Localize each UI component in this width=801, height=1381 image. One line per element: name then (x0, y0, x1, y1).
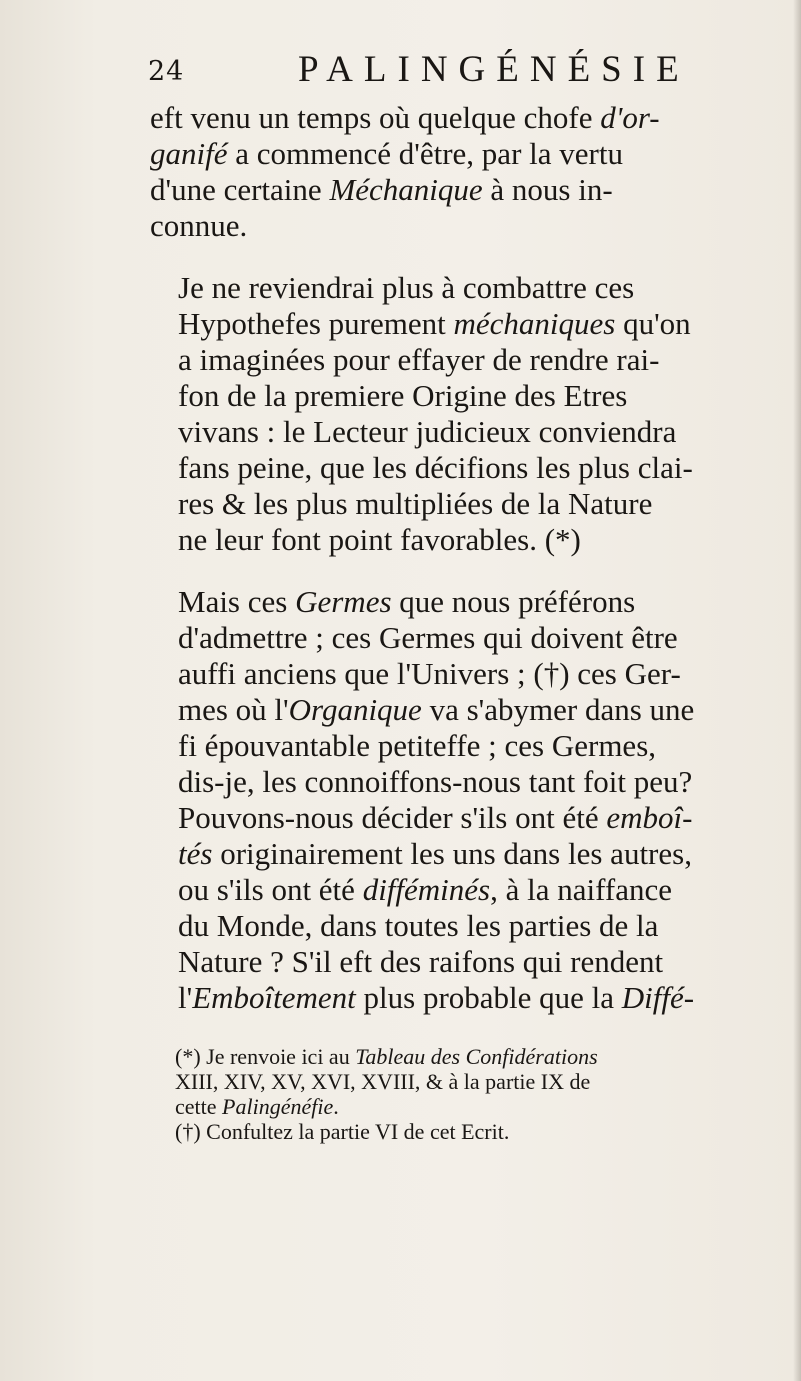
footnote-line: (†) Confultez la partie VI de cet Ecrit. (175, 1119, 510, 1144)
text-line: res & les plus multipliées de la Nature (178, 486, 653, 521)
text-line: eft venu un temps où quelque chofe d'or- (150, 100, 660, 135)
footnote-line: XIII, XIV, XV, XVI, XVIII, & à la partie IX de (175, 1069, 591, 1094)
body-text (150, 100, 790, 1016)
page-header (148, 49, 748, 96)
text-line: auffi anciens que l'Univers ; (†) ces Ger- (178, 656, 681, 691)
footnote-line: (*) Je renvoie ici au Tableau des Confidérations (175, 1044, 598, 1069)
text-line: mes où l'Organique va s'abymer dans une (178, 692, 695, 727)
text-line: tés originairement les uns dans les autres, (178, 836, 692, 871)
text-line: Mais ces Germes que nous préférons (178, 584, 636, 619)
text-line: fi épouvantable petiteffe ; ces Germes, (178, 728, 657, 763)
paragraph-1 (150, 100, 790, 244)
text-line: Je ne reviendrai plus à combattre ces (178, 270, 635, 305)
page-number: 24 (148, 56, 185, 87)
footnotes (175, 1044, 775, 1144)
text-line: fon de la premiere Origine des Etres (178, 378, 628, 413)
text-line: fans peine, que les décifions les plus clai- (178, 450, 693, 485)
page-edge-shadow (793, 0, 801, 1381)
text-line: a imaginées pour effayer de rendre rai- (178, 342, 660, 377)
text-line: ou s'ils ont été difféminés, à la naiffance (178, 872, 672, 907)
text-line: Nature ? S'il eft des raifons qui rendent (178, 944, 664, 979)
text-line: l'Emboîtement plus probable que la Diffé- (178, 980, 695, 1015)
text-line: Pouvons-nous décider s'ils ont été emboî- (178, 800, 693, 835)
text-line: vivans : le Lecteur judicieux conviendra (178, 414, 677, 449)
text-line: d'une certaine Méchanique à nous in- (150, 172, 613, 207)
running-title: PALINGÉNÉSIE (298, 49, 690, 90)
paragraph-3 (150, 584, 790, 1016)
text-line: d'admettre ; ces Germes qui doivent être (178, 620, 678, 655)
text-line: ganifé a commencé d'être, par la vertu (150, 136, 623, 171)
text-line: du Monde, dans toutes les parties de la (178, 908, 659, 943)
paragraph-2 (150, 270, 790, 558)
text-line: connue. (150, 208, 248, 243)
text-line: ne leur font point favorables. (*) (178, 522, 581, 557)
footnote-line: cette Palingénéfie. (175, 1094, 339, 1119)
text-line: Hypothefes purement méchaniques qu'on (178, 306, 691, 341)
text-line: dis-je, les connoiffons-nous tant foit peu? (178, 764, 693, 799)
